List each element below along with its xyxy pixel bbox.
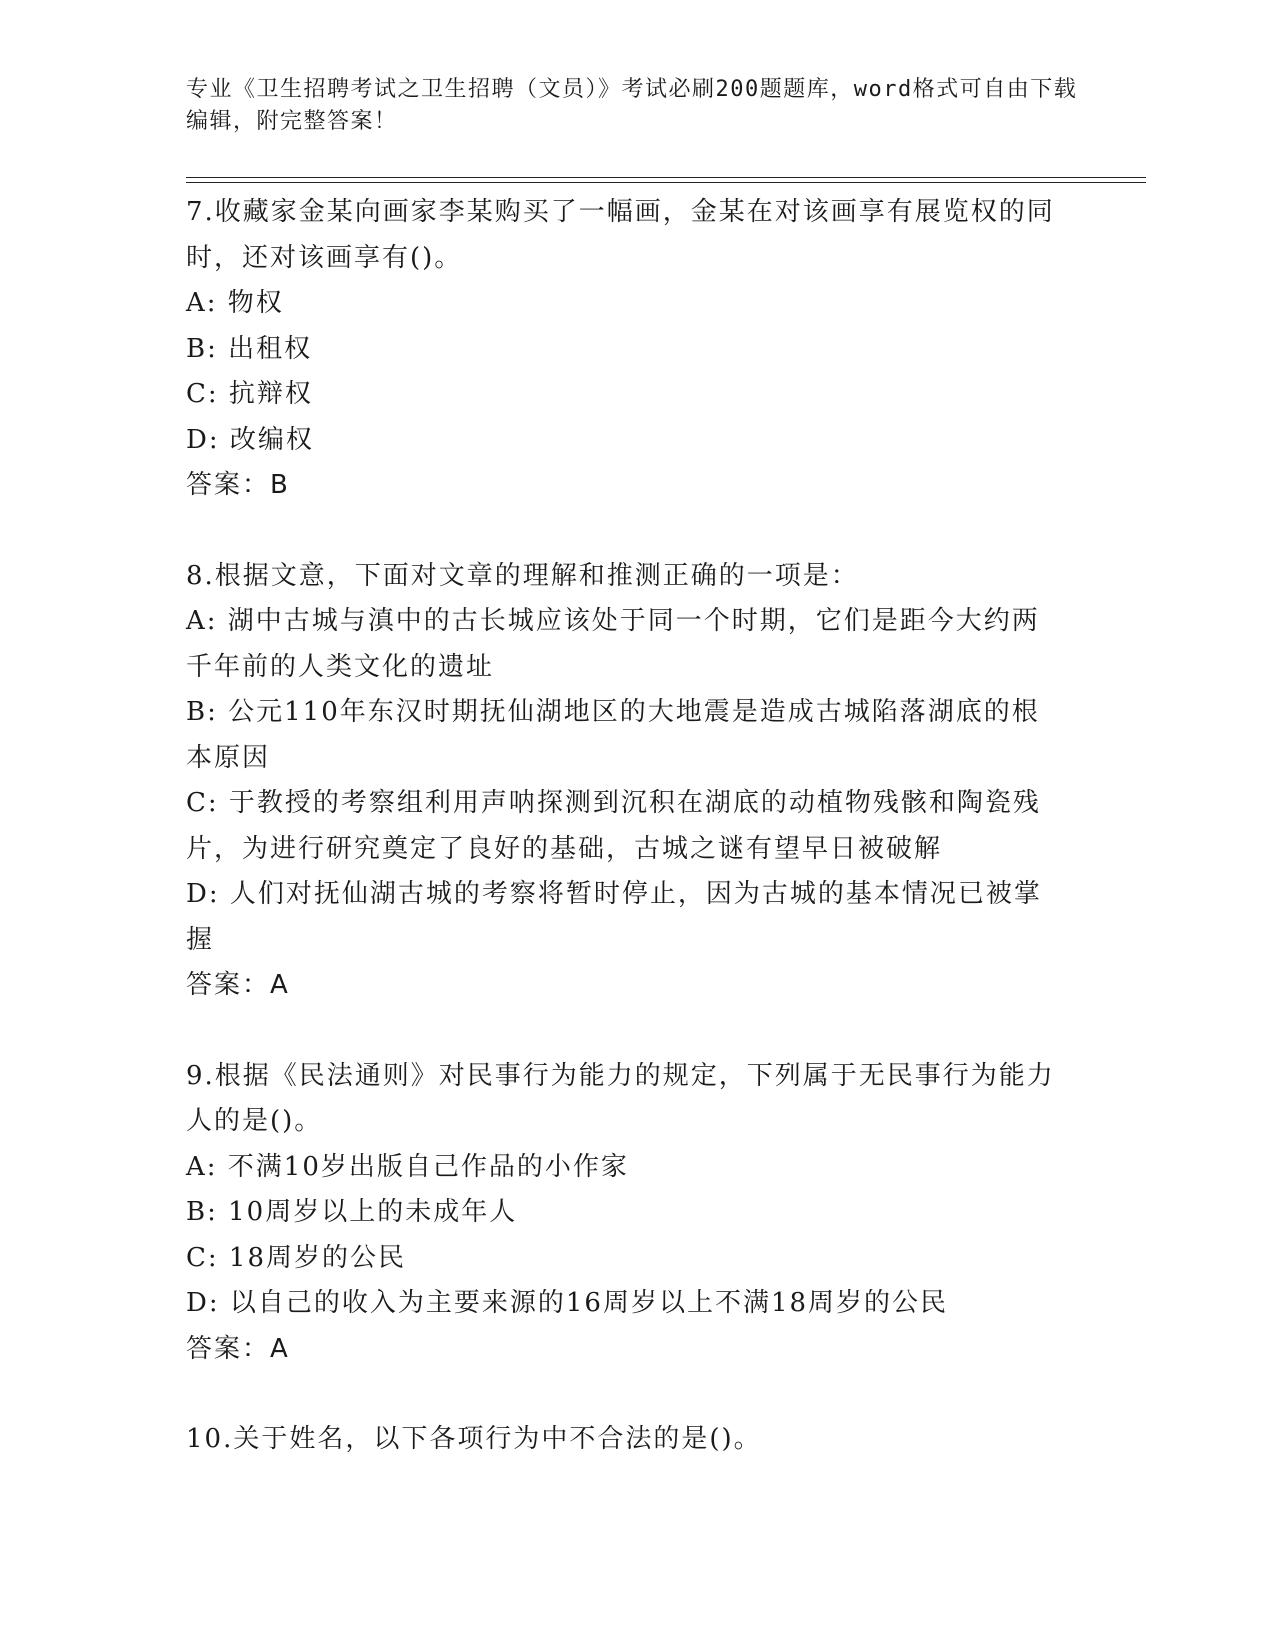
question-10 [186, 1417, 1066, 1463]
option-a: A: 不满10岁出版自己作品的小作家 [186, 1151, 629, 1182]
option-d: D: 改编权 [186, 424, 314, 455]
question-stem: 7.收藏家金某向画家李某购买了一幅画，金某在对该画享有展览权的同时，还对该画享有()。 [186, 197, 1055, 273]
option-c: C: 于教授的考察组利用声呐探测到沉积在湖底的动植物残骸和陶瓷残片，为进行研究奠定了良好的基础，古城之谜有望早日被破解 [186, 788, 1041, 864]
option-a: A: 物权 [186, 288, 284, 318]
question-stem: 8.根据文意，下面对文章的理解和推测正确的一项是： [186, 560, 859, 591]
option-b: B: 出租权 [186, 333, 313, 364]
option-a: A: 湖中古城与滇中的古长城应该处于同一个时期，它们是距今大约两千年前的人类文化的遗址 [186, 606, 1040, 682]
option-d: D: 人们对抚仙湖古城的考察将暂时停止，因为古城的基本情况已被掌握 [186, 879, 1042, 955]
header-rule-bottom [186, 182, 1146, 183]
option-c: C: 18周岁的公民 [186, 1242, 407, 1273]
option-d: D: 以自己的收入为主要来源的16周岁以上不满18周岁的公民 [186, 1288, 949, 1318]
answer-line: 答案：B [186, 470, 290, 500]
question-stem: 9.根据《民法通则》对民事行为能力的规定，下列属于无民事行为能力人的是()。 [186, 1060, 1055, 1136]
option-c: C: 抗辩权 [186, 379, 313, 409]
answer-line: 答案：A [186, 970, 290, 1000]
question-list [186, 190, 1066, 1463]
header-intro-text: 专业《卫生招聘考试之卫生招聘（文员）》考试必刷200题题库，word格式可自由下载编辑，附完整答案！ [186, 77, 1078, 134]
option-b: B: 公元110年东汉时期抚仙湖地区的大地震是造成古城陷落湖底的根本原因 [186, 697, 1040, 773]
answer-line: 答案：A [186, 1333, 290, 1364]
question-9 [186, 1054, 1066, 1373]
option-b: B: 10周岁以上的未成年人 [186, 1197, 518, 1227]
document-header [186, 74, 1086, 138]
question-8 [186, 554, 1066, 1009]
header-rule-top [186, 177, 1146, 178]
question-stem: 10.关于姓名，以下各项行为中不合法的是()。 [186, 1424, 762, 1454]
question-7 [186, 190, 1066, 509]
